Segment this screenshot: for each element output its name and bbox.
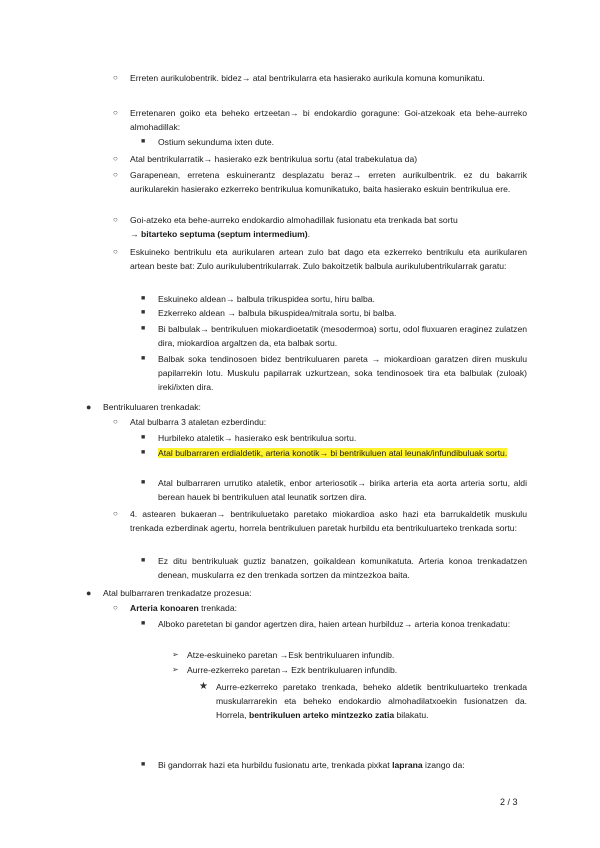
list-item: ○ Goi-atzeko eta behe-aurreko endokardio almohadillak fusionatu eta trenkada bat sortu → bitarteko septuma (septum intermedium). xyxy=(113,215,458,240)
star-bullet-icon: ★ xyxy=(199,681,208,692)
list-item: ○ Eskuineko bentrikulu eta aurikularen artean zulo bat dago eta ezkerreko bentrikulu eta aurikularen artean beste bat: Zulo aurikulubentrikularrak. Zulo bakoitzetik balbula aurikulubentrikularrak garatu: xyxy=(113,247,527,272)
list-item: ○ Erreten aurikulobentrik. bidez→ atal bentrikularra eta hasierako aurikula komuna komunikatu. xyxy=(130,71,527,85)
square-bullet-icon: ■ xyxy=(141,138,146,145)
arrowhead-bullet-icon: ➢ xyxy=(172,650,179,659)
square-bullet-icon: ■ xyxy=(141,449,146,456)
list-item: ○ Arteria konoaren trenkada: xyxy=(130,601,527,615)
square-bullet-icon: ■ xyxy=(141,479,146,486)
list-item: ■ Bi balbulak→ bentrikuluen miokardioetatik (mesodermoa) sortu, odol fluxuaren eraginez zulatzen dira, miokardioa argaltzen da, eta balbak sortu. xyxy=(141,324,527,349)
square-bullet-icon: ■ xyxy=(141,355,146,362)
list-item: ■ Ez ditu bentrikuluak guztiz banatzen, goikaldean komunikatuta. Arteria konoa trenkadatzen denean, muskularra ez den trenkada sortzen da mintzezkoa baita. xyxy=(141,556,527,581)
square-bullet-icon: ■ xyxy=(141,309,146,316)
hollow-circle-bullet-icon: ○ xyxy=(113,154,118,163)
square-bullet-icon: ■ xyxy=(141,620,146,627)
list-item: ➢ Aurre-ezkerreko paretan→ Ezk bentrikuluaren infundib. xyxy=(187,663,527,677)
square-bullet-icon: ■ xyxy=(141,557,146,564)
list-item: ■ Ostium sekunduma ixten dute. xyxy=(158,135,527,149)
list-item: ■ Ezkerreko aldean → balbula bikuspidea/mitrala sortu, bi balba. xyxy=(158,306,527,320)
list-item: ■ Hurbileko ataletik→ hasierako esk bentrikulua sortu. xyxy=(158,431,527,445)
square-bullet-icon: ■ xyxy=(141,761,146,768)
list-item: ● Atal bulbarraren trenkadatze prozesua: xyxy=(103,586,503,600)
list-item: ■ Atal bulbarraren urrutiko ataletik, enbor arteriosotik→ birika arteria eta aorta arteria sortu, aldi berean hauek bi bentrikuluen atal leunatik sortzen dira. xyxy=(141,478,527,503)
filled-circle-bullet-icon: ● xyxy=(86,402,92,412)
square-bullet-icon: ■ xyxy=(141,325,146,332)
list-item: ★ Aurre-ezkerreko paretako trenkada, beheko aldetik bentrikuluarteko trenkada muskularrarekin eta beheko endokardio almohadilatxoekin fusionatzen da. Horrela, bentrikuluen arteko mintzezko zatia bilakatu. xyxy=(199,681,527,721)
list-item: ■ Alboko paretetan bi gandor agertzen dira, haien artean hurbilduz→ arteria konoa trenkadatu: xyxy=(158,617,527,631)
list-item-highlighted xyxy=(141,446,527,460)
list-item: ○ 4. astearen bukaeran→ bentrikuluetako paretako miokardioa asko hazi eta barrukaldetik muskulu trenkada ezberdinak agertu, horrela bentrikuluen paretak hurbildu eta bentrikuluarteko trenkada sortu: xyxy=(113,509,527,534)
square-bullet-icon: ■ xyxy=(141,434,146,441)
hollow-circle-bullet-icon: ○ xyxy=(113,215,118,224)
list-item: ➢ Atze-eskuineko paretan →Esk bentrikuluaren infundib. xyxy=(187,648,527,662)
page-number: 2 / 3 xyxy=(500,797,518,807)
hollow-circle-bullet-icon: ○ xyxy=(113,170,118,179)
hollow-circle-bullet-icon: ○ xyxy=(113,603,118,612)
list-item: ○ Garapenean, erretena eskuinerantz desplazatu beraz→ erreten aurikulbentrik. ez du bakarrik aurikularekin hasierako ezkerreko bentrikulua komunikatuko, baita hasierako eskuin bentrikulua ere. xyxy=(113,170,527,195)
highlighted-text: Atal bulbarraren erdialdetik, arteria konotik→ bi bentrikuluen atal leunak/infundibuluak sortu. xyxy=(158,448,508,458)
list-item: ■ Balbak soka tendinosoen bidez bentrikuluaren pareta → miokardioan garatzen diren muskulu papilarrekin lotu. Muskulu papilarrak uzkurtzean, soka tendinosoek tira eta balbulak (zuloak) ireki/ixten dira. xyxy=(141,354,527,393)
arrowhead-bullet-icon: ➢ xyxy=(172,665,179,674)
list-item: ■ Bi gandorrak hazi eta hurbildu fusionatu arte, trenkada pixkat laprana izango da: xyxy=(158,758,527,772)
list-item: ● Bentrikuluaren trenkadak: xyxy=(103,400,503,414)
hollow-circle-bullet-icon: ○ xyxy=(113,509,118,518)
filled-circle-bullet-icon: ● xyxy=(86,588,92,598)
hollow-circle-bullet-icon: ○ xyxy=(113,73,118,82)
list-item: ■ Eskuineko aldean→ balbula trikuspidea sortu, hiru balba. xyxy=(158,292,527,306)
list-item: ○ Atal bulbarra 3 ataletan ezberdindu: xyxy=(130,415,527,429)
hollow-circle-bullet-icon: ○ xyxy=(113,108,118,117)
square-bullet-icon: ■ xyxy=(141,295,146,302)
hollow-circle-bullet-icon: ○ xyxy=(113,247,118,256)
list-item: ○ Erretenaren goiko eta beheko ertzeetan→ bi endokardio goragune: Goi-atzekoak eta behe-aurreko almohadillak: xyxy=(113,108,527,133)
hollow-circle-bullet-icon: ○ xyxy=(113,417,118,426)
list-item: ○ Atal bentrikularratik→ hasierako ezk bentrikulua sortu (atal trabekulatua da) xyxy=(130,152,527,166)
